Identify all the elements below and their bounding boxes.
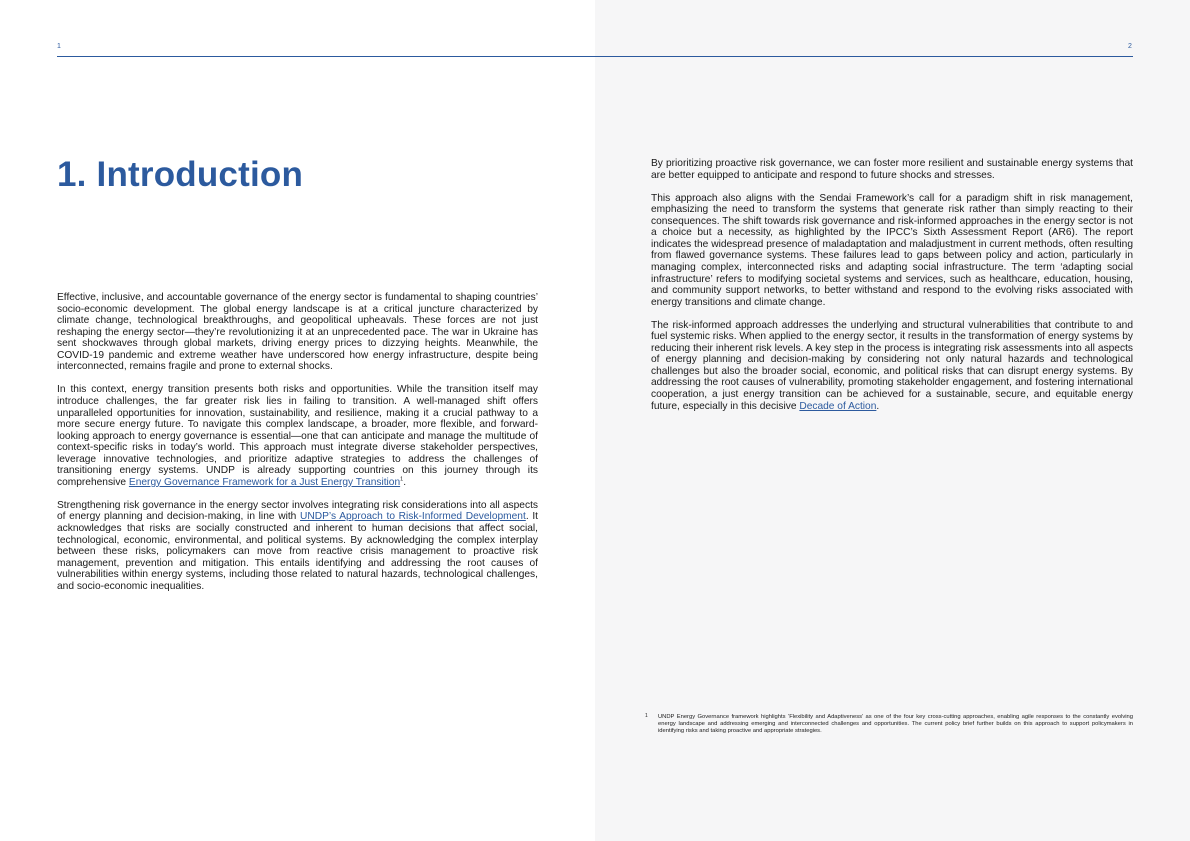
header-rule-right — [595, 56, 1133, 57]
paragraph-2-text: In this context, energy transition presents both risks and opportunities. While the transition itself may introduce challenges, the far greater risk lies in failing to transition. A well-managed shift offers unparalleled opportunities for innovation, sustainability, and resilience, making it a crucial pathway to a more secure energy future. To navigate this complex landscape, a broader, more flexible, and forward-looking approach to energy governance is essential—one that can anticipate and manage the multitude of context-specific risks in today’s world. This approach must integrate diverse stakeholder perspectives, leverage innovative technologies, and prioritize adaptive strategies to address the challenges of transitioning energy systems. UNDP is already supporting countries on this journey through its comprehensive — [57, 384, 538, 488]
paragraph-6-end: . — [876, 400, 880, 412]
paragraph-5: This approach also aligns with the Sendai Framework’s call for a paradigm shift in risk management, emphasizing the need to transform the systems that generate risk rather than simply reacting to their consequences. The shift towards risk governance and risk-informed approaches in the energy sector is not a choice but a necessity, as highlighted by the IPCC’s Sixth Assessment Report (AR6). The report indicates the widespread presence of maladaptation and maladjustment in current methods, often resulting from flawed governance systems. These failures lead to gaps between policy and action, particularly in managing complex, interconnected risks and adapting social infrastructure. The term ‘adapting social infrastructure’ refers to modifying societal systems and services, such as healthcare, education, housing, and community support networks, to better withstand and respond to the evolving risks associated with energy transitions and climate change. — [651, 192, 1133, 308]
paragraph-1: Effective, inclusive, and accountable governance of the energy sector is fundamental to shaping countries’ socio-economic development. The global energy landscape is at a critical juncture characterized by climate change, technological breakthroughs, and geopolitical upheavals. These forces are not just reshaping the energy sector—they’re revolutionizing it at an unprecedented pace. The war in Ukraine has sent shockwaves through global markets, driving energy prices to dizzying heights. Meanwhile, the COVID-19 pandemic and extreme weather have underscored how energy infrastructure, despite being interconnected, remains fragile and prone to external shocks. — [57, 292, 538, 373]
paragraph-2-end: . — [403, 476, 407, 488]
risk-informed-development-link[interactable]: UNDP’s Approach to Risk-Informed Development — [300, 511, 526, 523]
paragraph-4: By prioritizing proactive risk governance, we can foster more resilient and sustainable energy systems that are better equipped to anticipate and respond to future shocks and stresses. — [651, 158, 1133, 181]
paragraph-3 — [57, 500, 538, 592]
decade-of-action-link[interactable]: Decade of Action — [799, 400, 877, 412]
paragraph-2 — [57, 384, 538, 488]
paragraph-6 — [651, 320, 1133, 412]
paragraph-6-text: The risk-informed approach addresses the underlying and structural vulnerabilities that contribute to and fuel systemic risks. When applied to the energy sector, it results in the transformation of energy systems by reducing their inherent risk levels. A key step in the process is integrating risk assessments into all aspects of energy planning and decision-making by considering not only natural hazards and technological challenges but also the broader social, economic, and political risks that can disrupt energy systems. By addressing the root causes of vulnerability, promoting stakeholder engagement, and fostering international cooperation, a just energy transition can be achieved for a sustainable, secure, and equitable energy future, especially in this decisive — [651, 319, 1133, 412]
footnote-text: UNDP Energy Governance framework highlights ‘Flexibility and Adaptiveness’ as one of the four key cross-cutting approaches, enabling agile responses to the constantly evolving energy landscape and addressing emerging and interconnected challenges and opportunities. The current policy brief further builds on this approach to support policymakers in identifying risks and taking proactive and appropriate strategies. — [658, 714, 1133, 734]
energy-governance-framework-link[interactable]: Energy Governance Framework for a Just Energy Transition — [128, 476, 401, 488]
page-number-left: 1 — [57, 43, 61, 50]
footnote-marker: 1 — [645, 713, 648, 719]
footnote — [645, 713, 1133, 735]
section-title: 1. Introduction — [57, 155, 304, 194]
header-rule-left — [57, 56, 595, 57]
left-text-column — [57, 292, 538, 604]
paragraph-3-text: Strengthening risk governance in the energy sector involves integrating risk considerations into all aspects of energy planning and decision-making, in line with — [57, 499, 538, 523]
right-text-column — [651, 158, 1133, 424]
footnote-reference: 1 — [400, 476, 404, 483]
paragraph-3-rest: . It acknowledges that risks are socially constructed and inherent to human decisions that affect social, technological, economic, environmental, and political systems. By acknowledging the complex interplay between these risks, policymakers can move from reactive crisis management to proactive risk management, prevention and mitigation. This entails identifying and addressing the root causes of vulnerabilities within energy systems, including those related to natural hazards, technological challenges, and socio-economic inequalities. — [57, 511, 538, 592]
page-number-right: 2 — [1128, 43, 1132, 50]
